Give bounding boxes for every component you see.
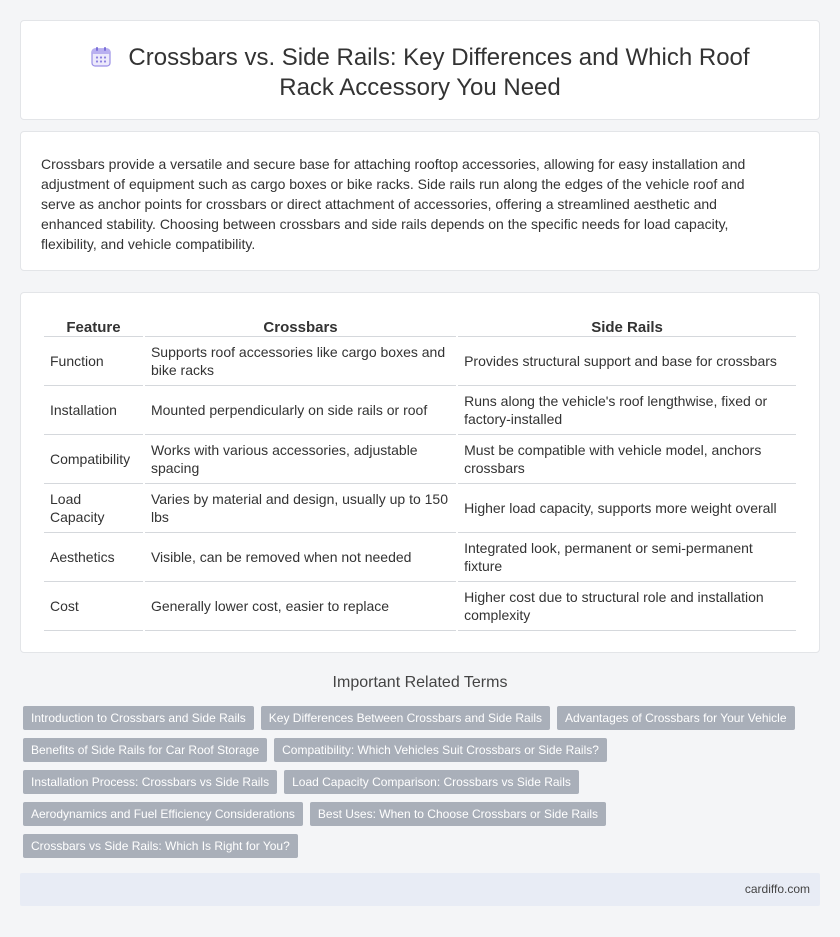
table-row [44,386,796,435]
feature-cell: Compatibility [44,435,143,484]
related-term-link[interactable]: Aerodynamics and Fuel Efficiency Considerations [23,802,303,826]
related-term-link[interactable]: Installation Process: Crossbars vs Side Rails [23,770,277,794]
related-term-link[interactable]: Crossbars vs Side Rails: Which Is Right for You? [23,834,298,858]
header-feature: Feature [44,314,143,337]
tag-row [23,834,803,858]
table-row [44,435,796,484]
table-header-row [44,314,796,337]
tag-row [23,706,803,730]
calendar-icon [90,46,112,68]
side-rails-cell: Higher cost due to structural role and installation complexity [458,582,796,631]
table-row [44,484,796,533]
page-title: Crossbars vs. Side Rails: Key Differences and Which Roof Rack Accessory You Need [128,44,750,101]
crossbars-cell: Supports roof accessories like cargo boxes and bike racks [145,337,456,386]
table-row [44,582,796,631]
side-rails-cell: Provides structural support and base for crossbars [458,337,796,386]
table-row [44,533,796,582]
related-term-link[interactable]: Introduction to Crossbars and Side Rails [23,706,254,730]
side-rails-cell: Runs along the vehicle's roof lengthwise, fixed or factory-installed [458,386,796,435]
table-row [44,337,796,386]
related-term-link[interactable]: Compatibility: Which Vehicles Suit Crossbars or Side Rails? [274,738,607,762]
side-rails-cell: Must be compatible with vehicle model, anchors crossbars [458,435,796,484]
tag-row [23,802,803,826]
related-term-link[interactable]: Advantages of Crossbars for Your Vehicle [557,706,794,730]
feature-cell: Installation [44,386,143,435]
side-rails-cell: Higher load capacity, supports more weight overall [458,484,796,533]
intro-card [20,131,820,271]
tag-row [23,770,803,794]
feature-cell: Load Capacity [44,484,143,533]
side-rails-cell: Integrated look, permanent or semi-permanent fixture [458,533,796,582]
page-title-wrap [61,43,779,103]
related-term-link[interactable]: Benefits of Side Rails for Car Roof Storage [23,738,267,762]
related-term-link[interactable]: Key Differences Between Crossbars and Side Rails [261,706,550,730]
footer-site-link[interactable]: cardiffo.com [744,882,810,896]
header-crossbars: Crossbars [145,314,456,337]
footer [20,873,820,906]
intro-paragraph: Crossbars provide a versatile and secure base for attaching rooftop accessories, allowing for easy installation and adjustment of equipment such as cargo boxes or bike racks. Side rails run along the edges of the vehicle roof and serve as anchor points for crossbars or direct attachment of accessories, offering a streamlined aesthetic and enhanced stability. Choosing between crossbars and side rails depends on the specific needs for load capacity, flexibility, and vehicle compatibility. [41,156,746,252]
related-terms-list [23,706,803,866]
related-terms-title: Important Related Terms [332,674,508,691]
tag-row [23,738,803,762]
crossbars-cell: Varies by material and design, usually up to 150 lbs [145,484,456,533]
comparison-table [42,314,798,631]
crossbars-cell: Generally lower cost, easier to replace [145,582,456,631]
crossbars-cell: Works with various accessories, adjustable spacing [145,435,456,484]
feature-cell: Aesthetics [44,533,143,582]
header-card [20,20,820,120]
comparison-table-card [20,292,820,653]
header-side-rails: Side Rails [458,314,796,337]
related-term-link[interactable]: Best Uses: When to Choose Crossbars or Side Rails [310,802,606,826]
crossbars-cell: Mounted perpendicularly on side rails or roof [145,386,456,435]
feature-cell: Function [44,337,143,386]
crossbars-cell: Visible, can be removed when not needed [145,533,456,582]
related-term-link[interactable]: Load Capacity Comparison: Crossbars vs Side Rails [284,770,579,794]
feature-cell: Cost [44,582,143,631]
